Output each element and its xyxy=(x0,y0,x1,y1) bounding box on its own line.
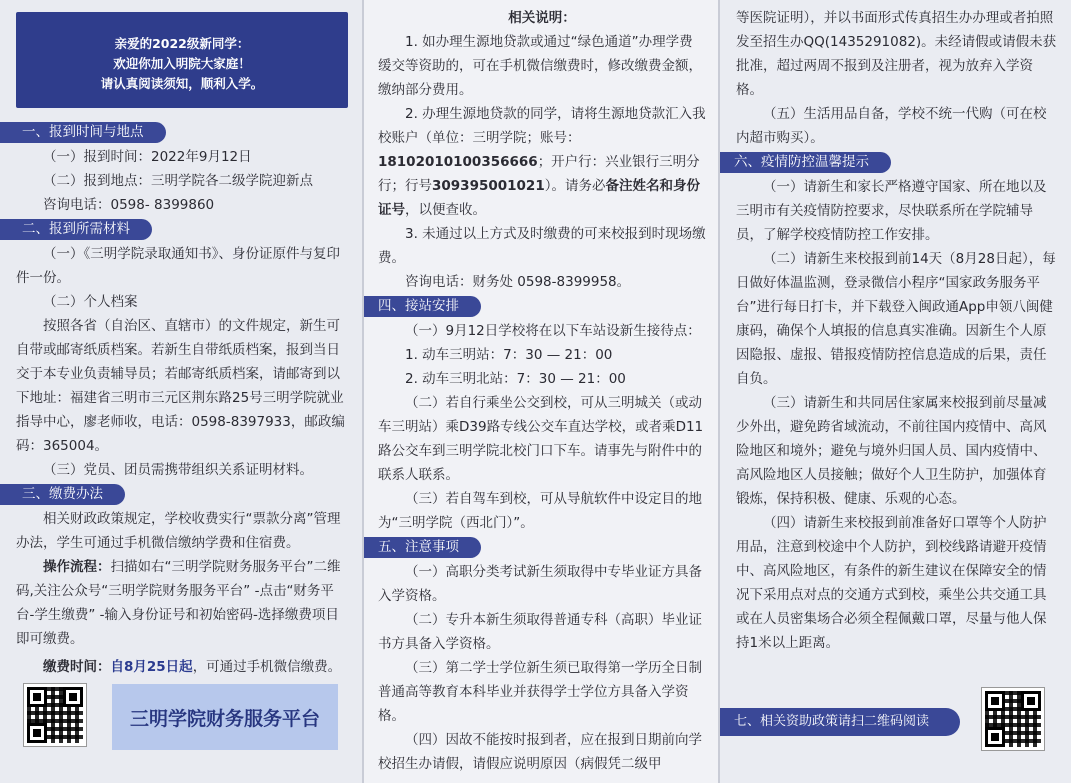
materials-2: （二）个人档案 xyxy=(43,294,138,310)
note-2 xyxy=(378,102,706,222)
covid-4: （四）请新生来校报到前准备好口罩等个人防护用品，注意到校途中个人防护，到校线路请避开疫情中、高风险地区，有条件的新生建议在保障安全的情况下采用点对点的交通方式到校，乘坐公共交通工具或在人员密集场合必须全程佩戴口罩，尽量与他人保持1米以上距离。 xyxy=(736,515,1047,651)
notice-4-continued: 等医院证明），并以书面形式传真招生办办理或者拍照发至招生办QQ(1435291082)。未经请假或请假未获批准，超过两周不报到及注册者，视为放弃入学资格。 xyxy=(736,10,1057,98)
notice-4: （四）因故不能按时报到者，应在报到日期前向学校招生办请假，请假应说明原因（病假凭二级甲 xyxy=(378,732,702,772)
payment-time-rest: ，可通过手机微信缴费。 xyxy=(192,659,342,675)
materials-3: 按照各省（自治区、直辖市）的文件规定，新生可自带或邮寄纸质档案。若新生自带纸质档案，报到当日交于本专业负责辅导员；若邮寄纸质档案，请邮寄到以下地址：福建省三明市三元区荆东路25号三明学院就业指导中心，廖老师收，电话：0598-8397933，邮政编码：365004。 xyxy=(16,318,345,454)
materials-1: （一）《三明学院录取通知书》、身份证原件与复印件一份。 xyxy=(16,246,340,286)
section-2-title: 二、报到所需材料 xyxy=(0,219,152,240)
covid-3: （三）请新生和共同居住家属来校报到前尽量减少外出，避免跨省域流动，不前往国内疫情中、高风险地区和境外；避免与境外归国人员、国内疫情中、高风险地区人员接触；做好个人卫生防护，加强体育锻炼，保持积极、健康、乐观的心态。 xyxy=(736,395,1047,507)
finance-phone: 咨询电话：财务处 0598-8399958。 xyxy=(405,274,631,290)
notice-1: （一）高职分类考试新生须取得中专毕业证方具备入学资格。 xyxy=(378,564,702,604)
note-2-c: ）。请务必 xyxy=(544,178,606,194)
note-1: 1. 如办理生源地贷款或通过“绿色通道”办理学费缓交等资助的，可在手机微信缴费时，修改缴费金额，缴纳部分费用。 xyxy=(378,34,702,98)
note-2-a: 2. 办理生源地贷款的同学，请将生源地贷款汇入我校账户（单位：三明学院；账号： xyxy=(378,106,706,146)
pickup-2: （二）若自行乘坐公交到校，可从三明城关（或动车三明站）乘D39路专线公交车直达学校，或者乘D11路公交车到三明学院北校门口下车。请事先与附件中的联系人联系。 xyxy=(378,395,704,483)
welcome-banner xyxy=(16,12,348,108)
banner-line-3: 请认真阅读须知，顺利入学。 xyxy=(100,76,264,91)
column-right xyxy=(720,0,1071,783)
section-6-title: 六、疫情防控温馨提示 xyxy=(720,152,891,173)
pickup-station-2: 2. 动车三明北站：7：30 — 21：00 xyxy=(405,371,626,387)
note-2-b: ；开户行：兴业银行三明分行；行号 xyxy=(378,154,700,194)
finance-qr-code-icon[interactable] xyxy=(24,684,86,746)
covid-2: （二）请新生来校报到前14天（8月28日起），每日做好体温监测，登录微信小程序“国家政务服务平台”进行每日打卡，并下载登入闽政通App申领八闽健康码，确保个人填报的信息真实准确。因新生个人原因隐报、虚报、错报疫情防控信息造成的后果，责任自负。 xyxy=(736,251,1056,387)
column-middle xyxy=(364,0,718,783)
report-phone: 咨询电话：0598- 8399860 xyxy=(43,197,215,213)
section-4-title: 四、接站安排 xyxy=(364,296,481,317)
notes-heading: 相关说明： xyxy=(508,10,576,26)
pickup-station-1: 1. 动车三明站：7：30 — 21：00 xyxy=(405,347,613,363)
notice-3: （三）第二学士学位新生须已取得第一学历全日制普通高等教育本科毕业并获得学士学位方具备入学资格。 xyxy=(378,660,702,724)
payment-policy: 相关财政政策规定，学校收费实行“票款分离”管理办法，学生可通过手机微信缴纳学费和住宿费。 xyxy=(16,511,341,551)
payment-flow xyxy=(16,555,348,651)
payment-time-label: 缴费时间： xyxy=(43,659,111,675)
section-1-title: 一、报到时间与地点 xyxy=(0,122,166,143)
payment-flow-text: 扫描如右“三明学院财务服务平台”二维码,关注公众号“三明学院财务服务平台” -点击“财务平台-学生缴费” -输入身份证号和初始密码-选择缴费项目即可缴费。 xyxy=(16,559,341,647)
pickup-3: （三）若自驾车到校，可从导航软件中设定目的地为“三明学院（西北门）”。 xyxy=(378,491,702,531)
section-5-title: 五、注意事项 xyxy=(364,537,481,558)
report-time: （一）报到时间：2022年9月12日 xyxy=(43,149,252,165)
section-7-title: 七、相关资助政策请扫二维码阅读 xyxy=(720,708,960,736)
notice-2: （二）专升本新生须取得普通专科（高职）毕业证书方具备入学资格。 xyxy=(378,612,702,652)
section-3-title: 三、缴费办法 xyxy=(0,484,125,505)
finance-platform-label: 三明学院财务服务平台 xyxy=(112,684,338,750)
materials-4: （三）党员、团员需携带组织关系证明材料。 xyxy=(43,462,313,478)
bank-account: 18102010100356666 xyxy=(378,154,538,170)
report-place: （二）报到地点：三明学院各二级学院迎新点 xyxy=(43,173,313,189)
note-3: 3. 未通过以上方式及时缴费的可来校报到时现场缴费。 xyxy=(378,226,706,266)
pickup-1: （一）9月12日学校将在以下车站设新生接待点： xyxy=(405,323,701,339)
payment-time xyxy=(16,655,348,679)
remark-emphasis: 备注姓名和身份证号 xyxy=(378,178,700,218)
banner-line-2: 欢迎你加入明院大家庭！ xyxy=(113,56,251,71)
note-2-d: ，以便查收。 xyxy=(405,202,486,218)
column-left xyxy=(0,0,362,783)
covid-1: （一）请新生和家长严格遵守国家、所在地以及三明市有关疫情防控要求，尽快联系所在学院辅导员，了解学校疫情防控工作安排。 xyxy=(736,179,1047,243)
notice-5: （五）生活用品自备，学校不统一代购（可在校内超市购买）。 xyxy=(736,106,1047,146)
payment-flow-label: 操作流程： xyxy=(43,559,111,575)
payment-time-value: 自8月25日起 xyxy=(110,659,193,675)
banner-line-1: 亲爱的2022级新同学： xyxy=(114,36,250,51)
bank-code: 309395001021 xyxy=(432,178,545,194)
aid-policy-qr-code-icon[interactable] xyxy=(982,688,1044,750)
